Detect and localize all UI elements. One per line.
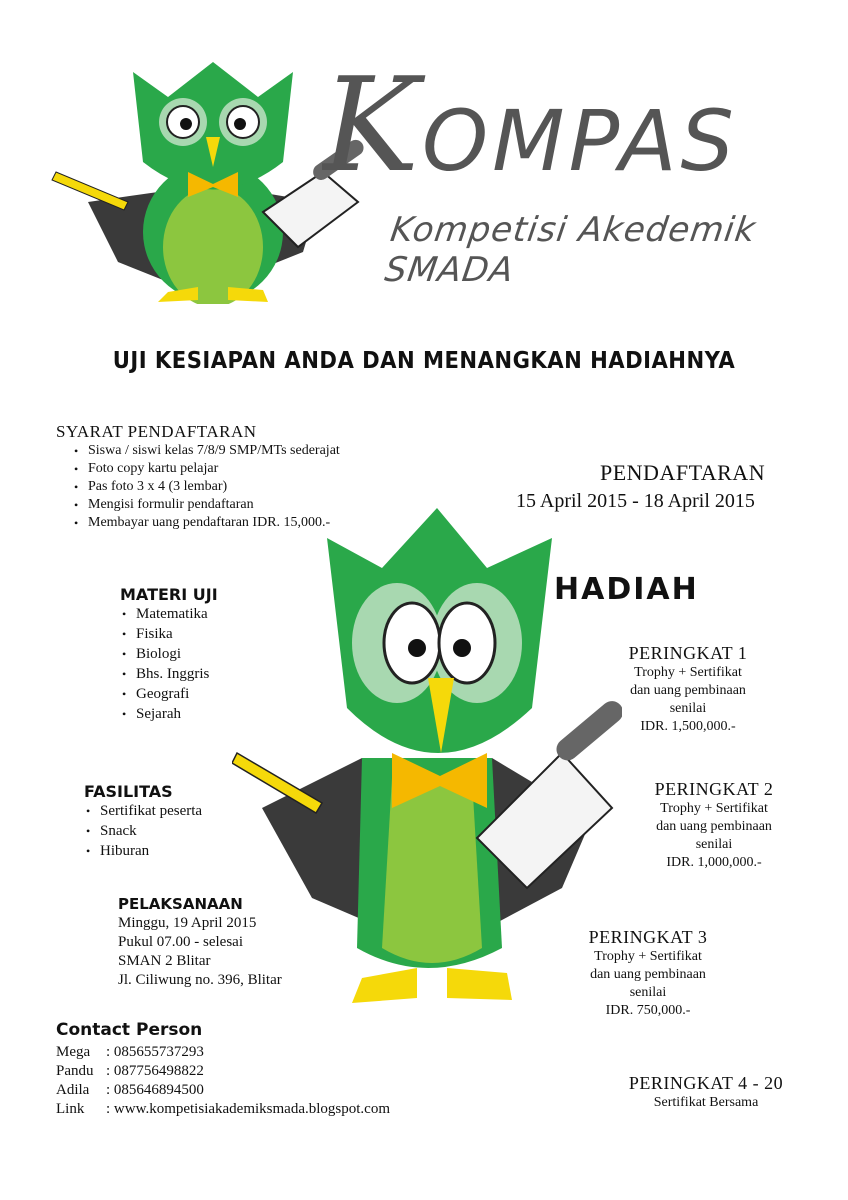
contact-row <box>56 1062 390 1081</box>
contact-label: Link <box>56 1101 85 1117</box>
pelaksanaan-line: Minggu, 19 April 2015 <box>118 915 257 931</box>
materi-item: • Matematika <box>120 604 218 624</box>
prize-line: Trophy + Sertifikat <box>660 801 768 816</box>
prize-line: dan uang pembinaan <box>590 967 706 982</box>
pelaksanaan-line: Jl. Ciliwung no. 396, Blitar <box>118 972 282 988</box>
contact-label: Adila <box>56 1082 90 1098</box>
materi-section <box>120 585 218 724</box>
contact-link[interactable]: : www.kompetisiakademiksmada.blogspot.com <box>106 1101 390 1117</box>
pelaksanaan-line: Pukul 07.00 - selesai <box>118 934 243 950</box>
headline: UJI KESIAPAN ANDA DAN MENANGKAN HADIAHNYA <box>112 348 736 374</box>
contact-value: : 087756498822 <box>106 1063 204 1079</box>
svg-text:OMPAS: OMPAS <box>422 92 738 190</box>
prize-rank: PERINGKAT 3 <box>588 927 708 947</box>
fasilitas-item: • Hiburan <box>84 841 202 861</box>
materi-item: • Fisika <box>120 624 218 644</box>
hadiah-title: HADIAH <box>554 572 699 607</box>
prize-line: IDR. 1,500,000.- <box>640 719 736 734</box>
prize-line: senilai <box>695 837 733 852</box>
syarat-title: SYARAT PENDAFTARAN <box>56 422 257 441</box>
fasilitas-section <box>84 782 202 861</box>
syarat-item: • Foto copy kartu pelajar <box>56 460 340 478</box>
fasilitas-item: • Sertifikat peserta <box>84 801 202 821</box>
prize-rank: PERINGKAT 2 <box>654 779 774 799</box>
pendaftaran-title: PENDAFTARAN <box>600 460 766 485</box>
prize-line: dan uang pembinaan <box>656 819 772 834</box>
prize-line: IDR. 1,000,000.- <box>666 855 762 870</box>
pelaksanaan-title: PELAKSANAAN <box>118 895 243 913</box>
fasilitas-title: FASILITAS <box>84 782 173 801</box>
prize-line: Trophy + Sertifikat <box>594 949 702 964</box>
materi-item: • Geografi <box>120 684 218 704</box>
prize-3 <box>558 926 738 1020</box>
prize-line: Sertifikat Bersama <box>653 1095 759 1110</box>
contact-row <box>56 1081 390 1100</box>
logo-subtitle: Kompetisi Akedemik SMADA <box>382 210 759 290</box>
contact-list <box>56 1043 390 1119</box>
fasilitas-list <box>84 801 202 861</box>
syarat-item: • Mengisi formulir pendaftaran <box>56 496 340 514</box>
contact-row <box>56 1043 390 1062</box>
fasilitas-item: • Snack <box>84 821 202 841</box>
contact-row <box>56 1100 390 1119</box>
prize-rank: PERINGKAT 1 <box>628 643 748 663</box>
prize-line: Trophy + Sertifikat <box>634 665 742 680</box>
prize-rank: PERINGKAT 4 - 20 <box>628 1073 784 1093</box>
prize-4-20 <box>606 1072 806 1112</box>
contact-value: : 085646894500 <box>106 1082 204 1098</box>
materi-item: • Sejarah <box>120 704 218 724</box>
pelaksanaan-line: SMAN 2 Blitar <box>118 953 211 969</box>
pelaksanaan-section <box>118 895 282 990</box>
logo-k-glyph: K <box>322 60 420 200</box>
prize-line: senilai <box>669 701 707 716</box>
prize-line: senilai <box>629 985 667 1000</box>
contact-title: Contact Person <box>56 1020 203 1040</box>
prize-2 <box>624 778 804 872</box>
materi-title: MATERI UJI <box>120 585 218 604</box>
syarat-item: • Membayar uang pendaftaran IDR. 15,000.- <box>56 514 340 532</box>
syarat-item: • Siswa / siswi kelas 7/8/9 SMP/MTs sederajat <box>56 442 340 460</box>
contact-label: Pandu <box>56 1063 94 1079</box>
pendaftaran-dates: 15 April 2015 - 18 April 2015 <box>516 490 755 512</box>
kompas-logo-image <box>322 60 802 200</box>
prize-1 <box>598 642 778 736</box>
contact-value: : 085655737293 <box>106 1044 204 1060</box>
materi-list <box>120 604 218 724</box>
contact-label: Mega <box>56 1044 91 1060</box>
materi-item: • Bhs. Inggris <box>120 664 218 684</box>
prize-line: IDR. 750,000.- <box>605 1003 691 1018</box>
syarat-item: • Pas foto 3 x 4 (3 lembar) <box>56 478 340 496</box>
prize-line: dan uang pembinaan <box>630 683 746 698</box>
materi-item: • Biologi <box>120 644 218 664</box>
